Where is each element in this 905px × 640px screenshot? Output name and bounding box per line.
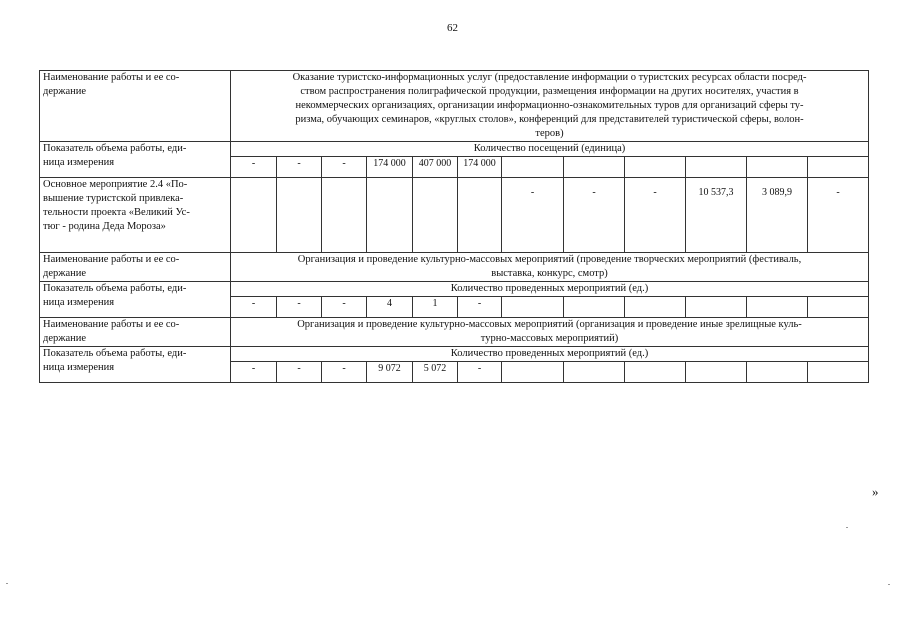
work-description: Оказание туристско-информационных услуг (предоставление информации о туристских ресурсах области посред- ством распространения полиграфической продукции, размещения информации на других носителях, участия в некоммерческих организациях, организации информационно-ознакомительных туров для организаций сферы ту- ризма, обучающих семинаров, «круглых столов», конференций для представителей туристической сферы, волон- теров) bbox=[231, 71, 869, 142]
value-cell bbox=[502, 297, 564, 318]
work-description: Организация и проведение культурно-массовых мероприятий (проведение творческих мероприятий (фестиваль, выставка, конкурс, смотр) bbox=[231, 253, 869, 282]
value-cell: - bbox=[231, 157, 277, 178]
work-name-label: Наименование работы и ее со- держание bbox=[40, 318, 231, 347]
value-cell bbox=[458, 178, 502, 253]
value-cell: - bbox=[231, 297, 277, 318]
value-cell: - bbox=[277, 297, 322, 318]
work-name-label: Наименование работы и ее со- держание bbox=[40, 253, 231, 282]
value-cell bbox=[231, 178, 277, 253]
value-cell bbox=[747, 297, 808, 318]
value-cell bbox=[502, 362, 564, 383]
value-cell: - bbox=[322, 297, 367, 318]
value-cell: - bbox=[322, 157, 367, 178]
value-cell bbox=[564, 157, 625, 178]
value-cell: 407 000 bbox=[413, 157, 458, 178]
value-cell bbox=[808, 297, 869, 318]
indicator-label: Показатель объема работы, еди- ница измерения bbox=[40, 142, 231, 178]
work-name-label: Наименование работы и ее со- держание bbox=[40, 71, 231, 142]
measure-row bbox=[40, 178, 869, 253]
value-cell bbox=[322, 178, 367, 253]
value-cell: - bbox=[808, 178, 869, 253]
value-cell: 3 089,9 bbox=[747, 178, 808, 253]
value-cell: 1 bbox=[413, 297, 458, 318]
unit-of-measure: Количество проведенных мероприятий (ед.) bbox=[231, 282, 869, 297]
value-cell: 4 bbox=[367, 297, 413, 318]
work-row bbox=[40, 318, 869, 347]
scan-speck bbox=[6, 583, 8, 584]
value-cell bbox=[686, 297, 747, 318]
value-cell bbox=[625, 362, 686, 383]
measure-name: Основное мероприятие 2.4 «По- вышение туристской привлека- тельности проекта «Великий Ус- тюг - родина Деда Мороза» bbox=[40, 178, 231, 253]
value-cell bbox=[564, 297, 625, 318]
value-cell: - bbox=[231, 362, 277, 383]
indicator-label: Показатель объема работы, еди- ница измерения bbox=[40, 347, 231, 383]
value-cell bbox=[625, 297, 686, 318]
work-row bbox=[40, 71, 869, 142]
unit-of-measure: Количество проведенных мероприятий (ед.) bbox=[231, 347, 869, 362]
indicator-row bbox=[40, 347, 869, 362]
value-cell: 174 000 bbox=[458, 157, 502, 178]
value-cell bbox=[413, 178, 458, 253]
value-cell: - bbox=[625, 178, 686, 253]
value-cell: 9 072 bbox=[367, 362, 413, 383]
value-cell: - bbox=[458, 362, 502, 383]
value-cell bbox=[564, 362, 625, 383]
unit-of-measure: Количество посещений (единица) bbox=[231, 142, 869, 157]
value-cell: - bbox=[458, 297, 502, 318]
value-cell bbox=[502, 157, 564, 178]
value-cell bbox=[686, 362, 747, 383]
scan-speck bbox=[846, 527, 848, 528]
value-cell bbox=[625, 157, 686, 178]
work-description: Организация и проведение культурно-массовых мероприятий (организация и проведение иные зрелищные куль- турно-массовых мероприятий) bbox=[231, 318, 869, 347]
program-table bbox=[39, 70, 869, 383]
value-cell: - bbox=[564, 178, 625, 253]
scan-speck bbox=[888, 584, 890, 585]
indicator-label: Показатель объема работы, еди- ница измерения bbox=[40, 282, 231, 318]
value-cell bbox=[808, 157, 869, 178]
value-cell bbox=[747, 362, 808, 383]
value-cell: 5 072 bbox=[413, 362, 458, 383]
value-cell bbox=[808, 362, 869, 383]
indicator-row bbox=[40, 282, 869, 297]
value-cell: - bbox=[277, 157, 322, 178]
value-cell bbox=[747, 157, 808, 178]
value-cell: 10 537,3 bbox=[686, 178, 747, 253]
value-cell bbox=[686, 157, 747, 178]
value-cell bbox=[277, 178, 322, 253]
value-cell: - bbox=[502, 178, 564, 253]
value-cell: 174 000 bbox=[367, 157, 413, 178]
value-cell: - bbox=[322, 362, 367, 383]
value-cell: - bbox=[277, 362, 322, 383]
closing-quote: » bbox=[872, 484, 879, 499]
value-cell bbox=[367, 178, 413, 253]
work-row bbox=[40, 253, 869, 282]
page-number: 62 bbox=[447, 22, 458, 34]
indicator-row bbox=[40, 142, 869, 157]
